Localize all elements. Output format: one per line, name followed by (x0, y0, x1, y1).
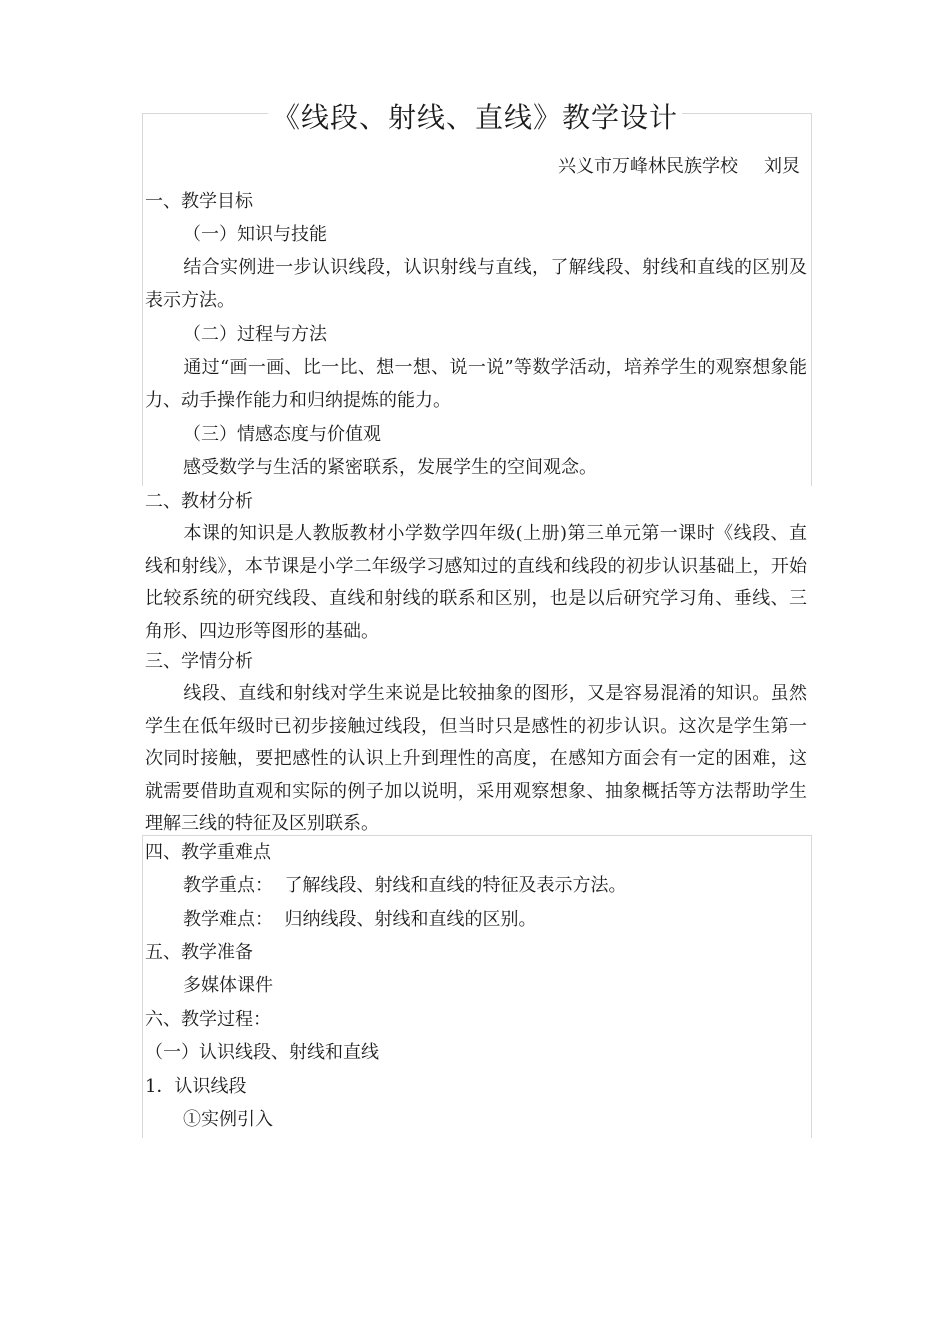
paragraph-attitude: 感受数学与生活的紧密联系，发展学生的空间观念。 (183, 457, 597, 478)
section-heading-goals: 一、教学目标 (145, 191, 253, 212)
paragraph-material: 本课的知识是人教版教材小学数学四年级(上册)第三单元第一课时《线段、直线和射线》，本节课是小学二年级学习感知过的直线和线段的初步认识基础上，开始比较系统的研究线段、直线和射线的联系和区别，也是以后研究学习角、垂线、三角形、四边形等图形的基础。 (145, 523, 807, 642)
key-point-line: 教学重点： 了解线段、射线和直线的特征及表示方法。 (183, 875, 627, 896)
subheading-attitude: （三）情感态度与价值观 (183, 424, 381, 445)
section-heading-students: 三、学情分析 (145, 651, 253, 672)
section-heading-process: 六、教学过程： (145, 1009, 271, 1030)
section-heading-preparation: 五、教学准备 (145, 942, 253, 963)
document-title: 《线段、射线、直线》教学设计 (0, 96, 950, 136)
process-subheading: （一）认识线段、射线和直线 (145, 1042, 379, 1063)
paragraph-students: 线段、直线和射线对学生来说是比较抽象的图形，又是容易混淆的知识。虽然学生在低年级时已初步接触过线段，但当时只是感性的初步认识。这次是学生第一次同时接触，要把感性的认识上升到理性的高度，在感知方面会有一定的困难，这就需要借助直观和实际的例子加以说明，采用观察想象、抽象概括等方法帮助学生理解三线的特征及区别联系。 (145, 683, 807, 834)
process-step-1a: ①实例引入 (183, 1109, 273, 1130)
subheading-knowledge: （一）知识与技能 (183, 224, 327, 245)
paragraph-process: 通过“画一画、比一比、想一想、说一说”等数学活动，培养学生的观察想象能力、动手操作能力和归纳提炼的能力。 (145, 357, 807, 411)
paragraph-knowledge: 结合实例进一步认识线段，认识射线与直线，了解线段、射线和直线的区别及表示方法。 (145, 257, 807, 311)
process-step-1: 1．认识线段 (145, 1076, 247, 1097)
author-line (558, 152, 800, 178)
section-heading-key-points: 四、教学重难点 (145, 842, 271, 863)
difficult-point-line: 教学难点： 归纳线段、射线和直线的区别。 (183, 909, 537, 930)
subheading-process: （二）过程与方法 (183, 324, 327, 345)
author-school: 兴义市万峰林民族学校 (558, 156, 738, 177)
preparation-item: 多媒体课件 (183, 975, 273, 996)
section-heading-material: 二、教材分析 (145, 491, 253, 512)
author-name: 刘炅 (764, 156, 800, 177)
